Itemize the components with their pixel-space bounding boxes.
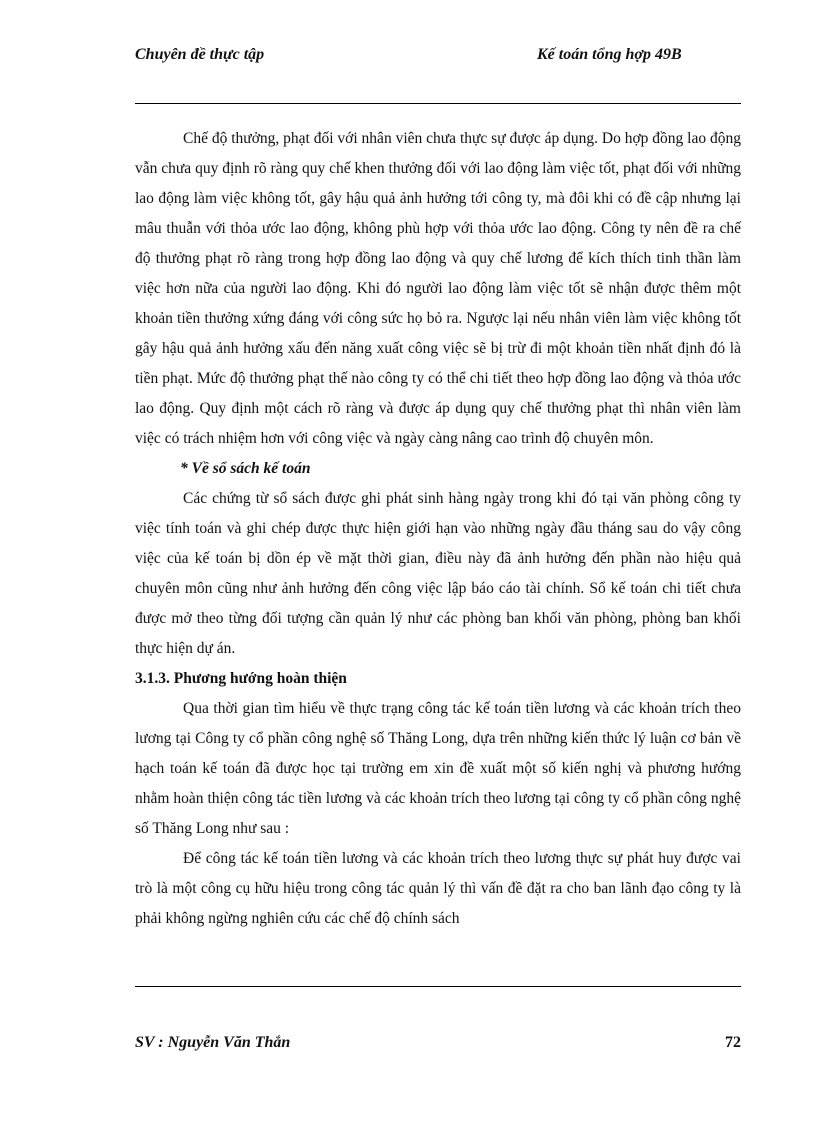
footer-divider — [135, 986, 741, 987]
document-body — [135, 124, 741, 934]
paragraph-reward-penalty: Chế độ thưởng, phạt đối với nhân viên chưa thực sự được áp dụng. Do hợp đồng lao động vẫn chưa quy định rõ ràng quy chế khen thưởng đối với lao động làm việc tốt, phạt đối với những lao động làm việc không tốt, gây hậu quả ảnh hưởng tới công ty, mà đôi khi có đề cập nhưng lại mâu thuẫn với thỏa ước lao động, không phù hợp với thỏa ước lao động. Công ty nên đề ra chế độ thưởng phạt rõ ràng trong hợp đồng lao động và quy chế lương để kích thích tinh thần làm việc hơn nữa của người lao động. Khi đó người lao động làm việc tốt sẽ nhận được thêm một khoản tiền thưởng xứng đáng với công sức họ bỏ ra. Ngược lại nếu nhân viên làm việc không tốt gây hậu quả ảnh hưởng xấu đến năng xuất công việc sẽ bị trừ đi một khoản tiền nhất định đó là tiền phạt. Mức độ thưởng phạt thế nào công ty có thể chi tiết theo hợp đồng lao động và thỏa ước lao động. Quy định một cách rõ ràng và được áp dụng quy chế thưởng phạt thì nhân viên làm việc có trách nhiệm hơn với công việc và ngày càng nâng cao trình độ chuyên môn. — [135, 130, 741, 447]
footer-student-name: SV : Nguyễn Văn Thắn — [135, 1034, 291, 1051]
header-class-name: Kế toán tổng hợp 49B — [537, 46, 682, 63]
header-divider — [135, 103, 741, 104]
section-heading: 3.1.3. Phương hướng hoàn thiện — [135, 670, 347, 687]
paragraph-accounting-books: Các chứng từ sổ sách được ghi phát sinh hàng ngày trong khi đó tại văn phòng công ty việc tính toán và ghi chép được thực hiện giới hạn vào những ngày đầu tháng sau do vậy công việc của kế toán bị dồn ép về mặt thời gian, điều này đã ảnh hưởng đến phần nào hiệu quả chuyên môn cũng như ảnh hưởng đến công việc lập báo cáo tài chính. Sổ kế toán chi tiết chưa được mở theo từng đối tượng cần quản lý như các phòng ban khối văn phòng, phòng ban khối thực hiện dự án. — [135, 490, 741, 657]
paragraph-improvement-intro: Qua thời gian tìm hiểu về thực trạng công tác kế toán tiền lương và các khoản trích theo lương tại Công ty cổ phần công nghệ số Thăng Long, dựa trên những kiến thức lý luận cơ bản về hạch toán kế toán đã được học tại trường em xin đề xuất một số kiến nghị và phương hướng nhằm hoàn thiện công tác tiền lương và các khoản trích theo lương tại công ty cổ phần công nghệ số Thăng Long như sau : — [135, 700, 741, 837]
page-header — [135, 46, 705, 70]
page-number: 72 — [725, 1034, 741, 1051]
header-course-title: Chuyên đề thực tập — [135, 46, 265, 63]
subheading-accounting-books: * Về sổ sách kế toán — [180, 460, 311, 477]
page-footer — [135, 1034, 741, 1058]
paragraph-improvement-detail: Để công tác kế toán tiền lương và các khoản trích theo lương thực sự phát huy được vai trò là một công cụ hữu hiệu trong công tác quản lý thì vấn đề đặt ra cho ban lãnh đạo công ty là phải không ngừng nghiên cứu các chế độ chính sách — [135, 850, 741, 927]
